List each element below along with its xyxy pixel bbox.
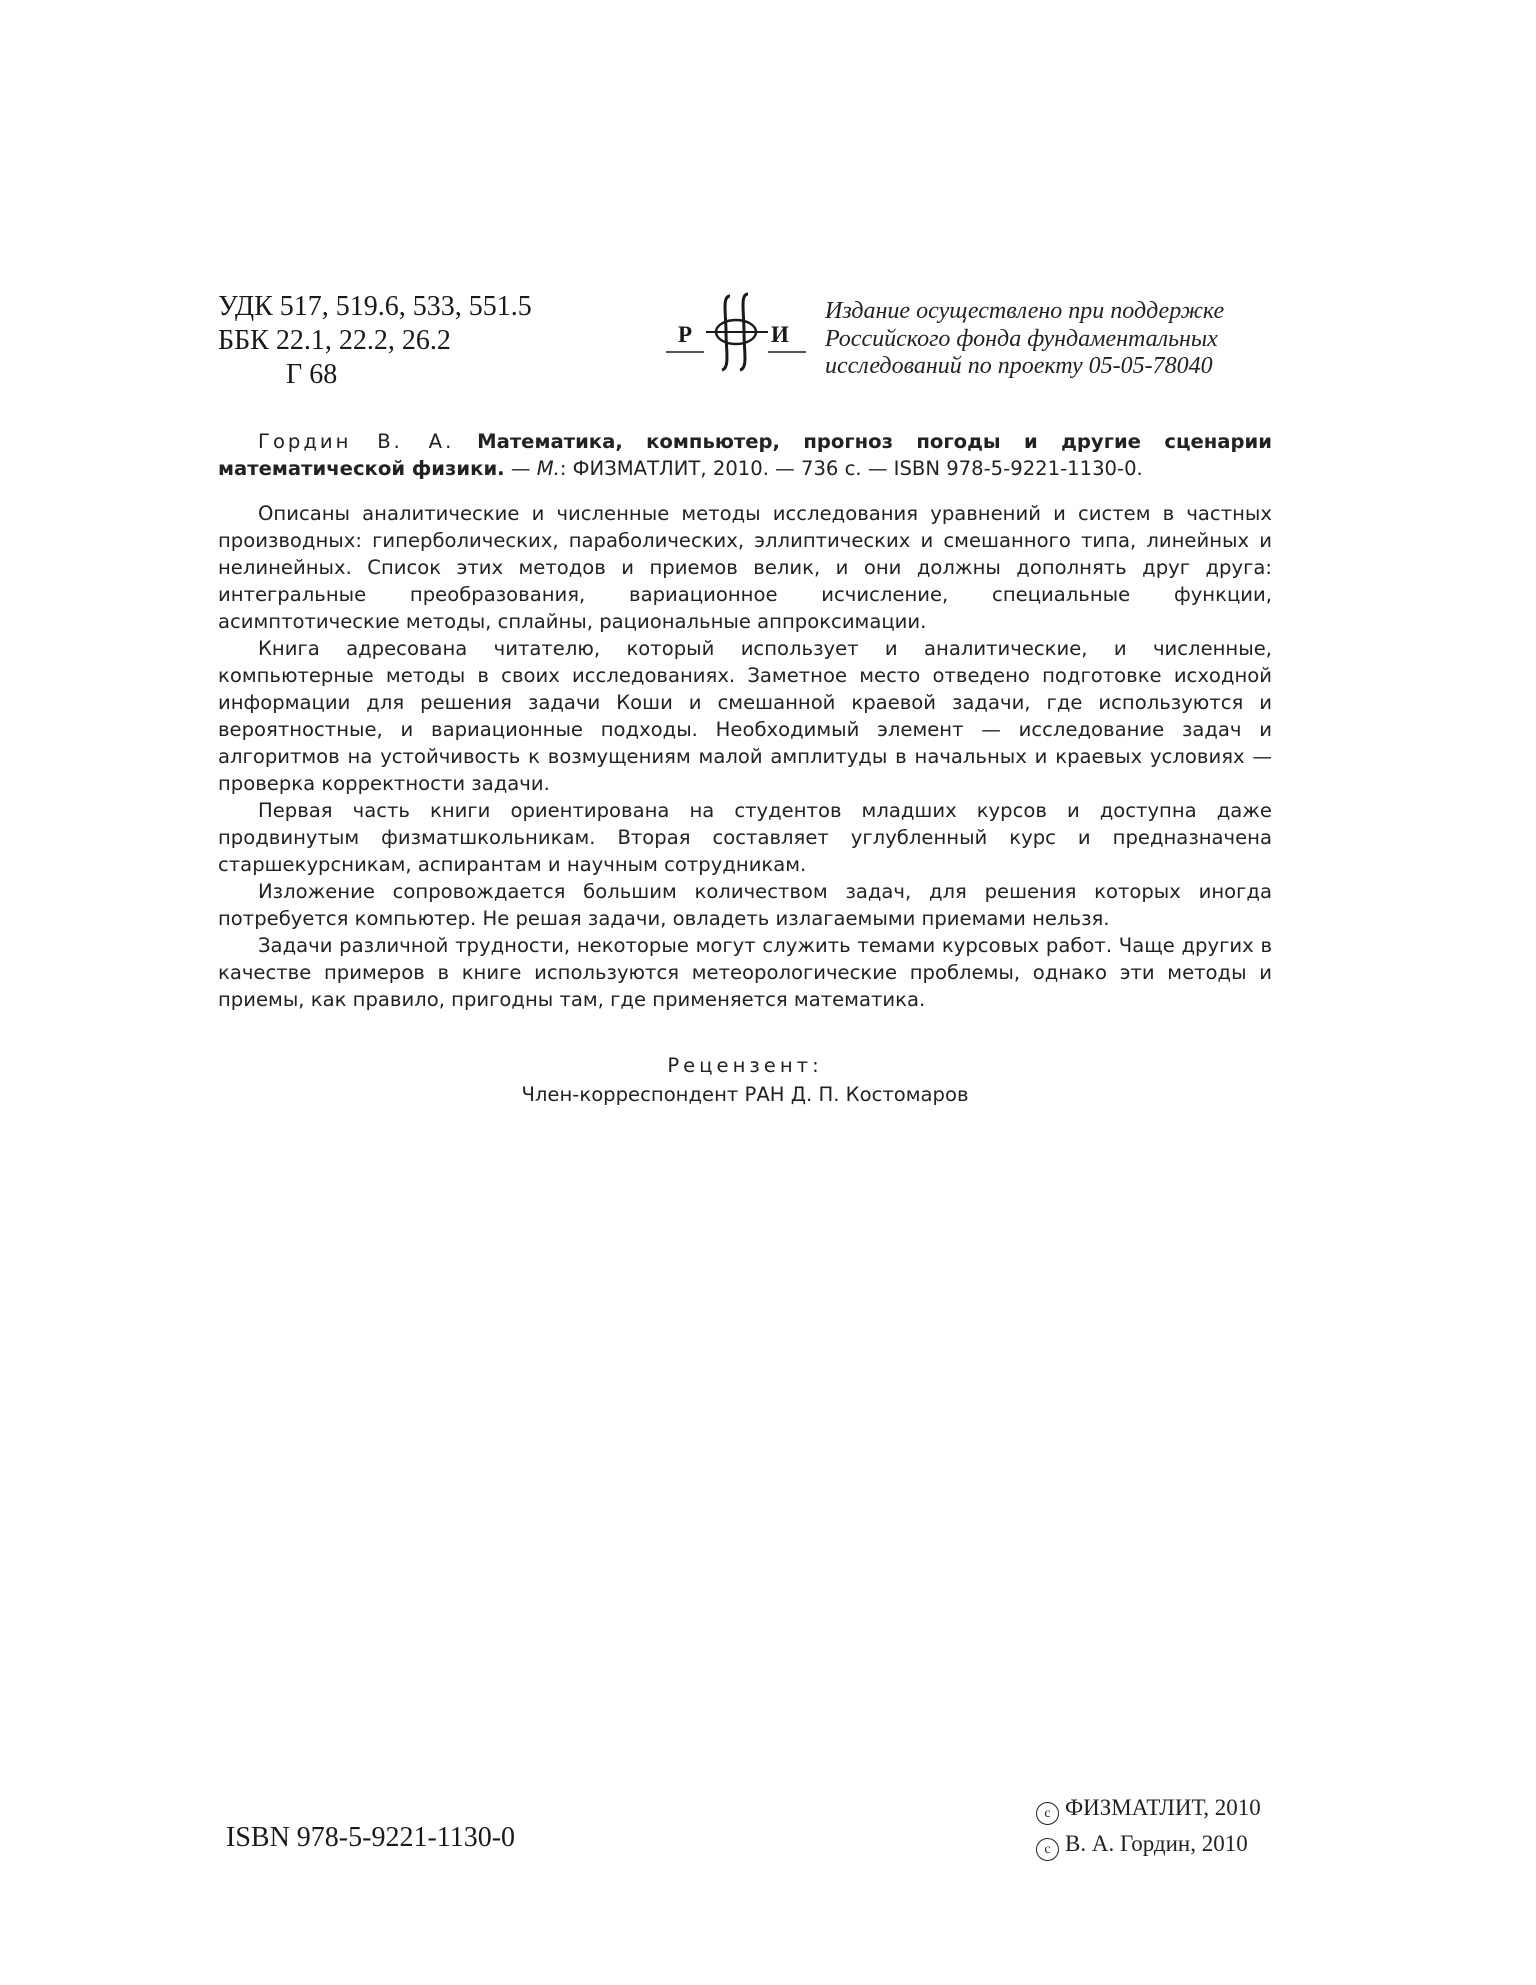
- reviewer-heading: Рецензент:: [667, 1054, 823, 1077]
- bibliographic-citation: [218, 428, 1272, 482]
- reviewer-block: [218, 1051, 1272, 1109]
- support-note-line: Российского фонда фундаментальных: [825, 325, 1218, 352]
- copyright-block: [1036, 1790, 1261, 1862]
- copyright-author: В. А. Гордин, 2010: [1065, 1831, 1248, 1856]
- rffi-logo-letter-left: Р: [678, 322, 693, 347]
- annotation-text: [218, 500, 1272, 1013]
- copyright-icon: c: [1036, 1802, 1059, 1825]
- author-index-code: Г 68: [286, 359, 338, 390]
- rffi-logo-graphic: [664, 288, 810, 376]
- classification-block: [218, 290, 532, 392]
- bbk-code: ББК 22.1, 22.2, 26.2: [218, 325, 451, 356]
- rffi-logo: [664, 288, 810, 376]
- citation-author: Гордин В. А.: [258, 430, 455, 453]
- support-note-line: исследований по проекту 05-05-78040: [825, 353, 1213, 379]
- copyright-author-line: [1036, 1826, 1261, 1862]
- rffi-logo-letter-right: И: [771, 322, 789, 347]
- copyright-publisher: ФИЗМАТЛИТ, 2010: [1065, 1795, 1261, 1820]
- copyright-publisher-line: [1036, 1790, 1261, 1826]
- support-note-line: Издание осуществлено при поддержке: [825, 298, 1225, 324]
- annotation-paragraph: Книга адресована читателю, который использует и аналитические, и численные, компьютерные методы в своих исследованиях. Заметное место отведено подготовке исходной информации для решения задачи Коши и смешанной краевой задачи, где используются и вероятностные, и вариационные подходы. Необходимый элемент — исследование задач и алгоритмов на устойчивость к возмущениям малой амплитуды в начальных и краевых условиях — проверка корректности задачи.: [218, 637, 1272, 795]
- reviewer-name: Член-корреспондент РАН Д. П. Костомаров: [521, 1083, 969, 1106]
- citation-city: М.: [536, 457, 560, 480]
- copyright-icon: c: [1036, 1838, 1059, 1861]
- annotation-paragraph: Описаны аналитические и численные методы исследования уравнений и систем в частных производных: гиперболических, параболических, эллиптических и смешанного типа, линейных и нелинейных. Список этих методов и приемов велик, и они должны дополнять друг друга: интегральные преобразования, вариационное исчисление, специальные функции, асимптотические методы, сплайны, рациональные аппроксимации.: [218, 502, 1272, 633]
- annotation-paragraph: Задачи различной трудности, некоторые могут служить темами курсовых работ. Чаще других в качестве примеров в книге используются метеорологические проблемы, однако эти методы и приемы, как правило, пригодны там, где применяется математика.: [218, 934, 1272, 1011]
- citation-dash: —: [504, 457, 537, 480]
- citation-title: Математика, компьютер, прогноз погоды и другие сценарии математической физики.: [218, 430, 1272, 480]
- annotation-paragraph: Изложение сопровождается большим количеством задач, для решения которых иногда потребуется компьютер. Не решая задачи, овладеть излагаемыми приемами нельзя.: [218, 880, 1272, 930]
- udk-code: УДК 517, 519.6, 533, 551.5: [218, 291, 532, 322]
- isbn-number: ISBN 978-5-9221-1130-0: [226, 1822, 516, 1853]
- annotation-paragraph: Первая часть книги ориентирована на студентов младших курсов и доступна даже продвинутым физматшкольникам. Вторая составляет углубленный курс и предназначена старшекурсникам, аспирантам и научным сотрудникам.: [218, 799, 1272, 876]
- citation-publisher: : ФИЗМАТЛИТ, 2010. — 736 с. — ISBN 978-5-9221-1130-0.: [559, 457, 1143, 480]
- support-note: [825, 298, 1280, 381]
